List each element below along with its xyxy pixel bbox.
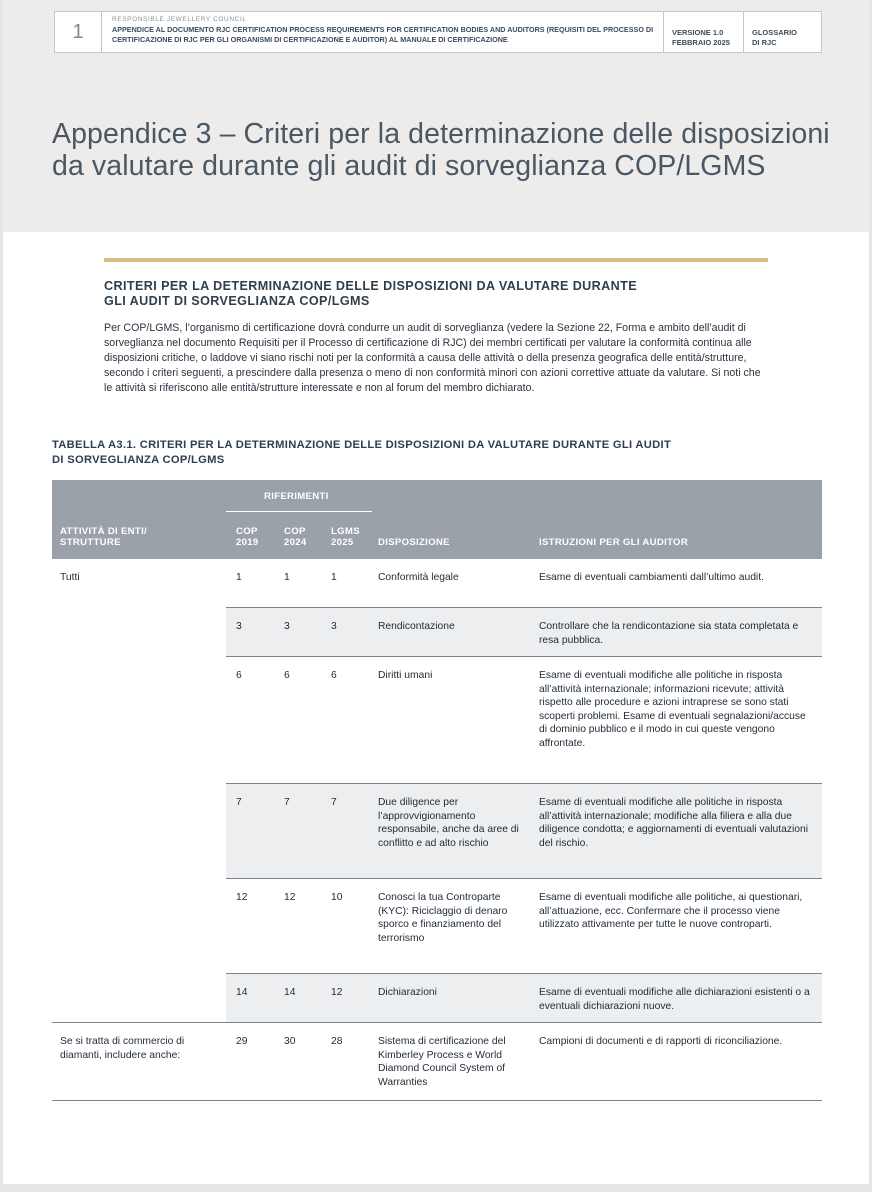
row-cop2024: 7: [284, 797, 290, 808]
running-header: [54, 11, 822, 53]
header-cop2019: COP 2019: [236, 526, 259, 548]
row-lgms2025: 10: [331, 892, 343, 903]
row-instructions: Esame di eventuali modifiche alle politiche, ai questionari, all’attuazione, ecc. Confermare che il processo viene utilizzato attivamente per tutte le nuove controparti.: [539, 892, 803, 931]
row-provision: Dichiarazioni: [378, 987, 437, 998]
row-instructions: Esame di eventuali modifiche alle politiche in risposta all’attività internazionale; informazioni ricevute; attività rispetto alle procedure e azioni intraprese se sono stati scoperti problemi. Esame di eventuali segnalazioni/accuse di dominio pubblico e il modo in cui queste vengono affrontate.: [539, 670, 806, 749]
row-lgms2025: 3: [331, 621, 337, 632]
table-row: [52, 608, 822, 657]
header-provision: DISPOSIZIONE: [378, 537, 450, 548]
row-cop2024: 3: [284, 621, 290, 632]
page-number: 1: [55, 12, 102, 52]
row-lgms2025: 12: [331, 987, 343, 998]
table-row: [52, 657, 822, 784]
row-activity: Se si tratta di commercio di diamanti, includere anche:: [60, 1036, 185, 1061]
row-instructions: Campioni di documenti e di rapporti di riconciliazione.: [539, 1036, 783, 1047]
row-instructions: Esame di eventuali modifiche alle politiche in risposta all’attività internazionale; modifiche alla filiera e alla due diligence condotta; e aggiornamenti di eventuali valutazioni del rischio.: [539, 797, 809, 849]
glossary-link[interactable]: [744, 12, 821, 52]
row-cop2024: 1: [284, 572, 290, 583]
page-title-line2: da valutare durante gli audit di sorveglianza COP/LGMS: [52, 150, 766, 182]
row-cop2019: 7: [236, 797, 242, 808]
section-heading-line1: CRITERI PER LA DETERMINAZIONE DELLE DISPOSIZIONI DA VALUTARE DURANTE: [104, 279, 638, 293]
row-lgms2025: 1: [331, 572, 337, 583]
row-cop2019: 3: [236, 621, 242, 632]
section-divider: [104, 258, 768, 262]
intro-paragraph: Per COP/LGMS, l’organismo di certificazione dovrà condurre un audit di sorveglianza (vedere la Sezione 22, Forma e ambito dell’audit di sorveglianza nel documento Requisiti per il Processo di certificazione di RJC) dei membri certificati per valutare la conformità continua alle disposizioni critiche, o laddove vi siano rischi noti per la conformità a causa delle attività o della presenza geografica delle entità/strutture, secondo i criteri seguenti, a prescindere dalla presenza o meno di non conformità minori con azioni correttive attuate da valutare. Si noti che le attività si riferiscono alle entità/strutture interessate e non al forum del membro dichiarato.: [104, 322, 761, 395]
header-instructions: ISTRUZIONI PER GLI AUDITOR: [539, 537, 689, 548]
row-cop2019: 12: [236, 892, 248, 903]
version-number: VERSIONE 1.0: [672, 28, 724, 37]
header-references: RIFERIMENTI: [264, 491, 329, 502]
row-lgms2025: 28: [331, 1036, 343, 1047]
council-name: RESPONSIBLE JEWELLERY COUNCIL: [112, 16, 247, 23]
row-cop2024: 12: [284, 892, 296, 903]
page-title-line1: Appendice 3 – Criteri per la determinazione delle disposizioni: [52, 118, 830, 150]
row-lgms2025: 6: [331, 670, 337, 681]
row-cop2024: 6: [284, 670, 290, 681]
row-cop2024: 14: [284, 987, 296, 998]
row-cop2019: 29: [236, 1036, 248, 1047]
version-info: [664, 12, 744, 52]
document-title: APPENDICE AL DOCUMENTO RJC CERTIFICATION PROCESS REQUIREMENTS FOR CERTIFICATION BODIES AND AUDITORS (REQUISITI DEL PROCESSO DI CERTIFICAZIONE DI RJC PER GLI ORGANISMI DI CERTIFICAZIONE E AUDITOR) AL MANUALE DI CERTIFICAZIONE: [112, 25, 654, 44]
row-instructions: Controllare che la rendicontazione sia stata completata e resa pubblica.: [539, 621, 799, 646]
glossary-label: GLOSSARIO: [752, 28, 798, 37]
criteria-table: [52, 480, 822, 1101]
page-title: [52, 118, 842, 182]
row-cop2019: 14: [236, 987, 248, 998]
table-caption-line2: DI SORVEGLIANZA COP/LGMS: [52, 454, 225, 466]
header-lgms2025: LGMS 2025: [331, 526, 360, 548]
row-cop2019: 6: [236, 670, 242, 681]
row-provision: Conosci la tua Controparte (KYC): Riciclaggio di denaro sporco e finanziamento del terrorismo: [378, 892, 508, 944]
section-heading-line2: GLI AUDIT DI SORVEGLIANZA COP/LGMS: [104, 294, 370, 308]
version-date: FEBBRAIO 2025: [672, 37, 730, 47]
row-provision: Due diligence per l’approvvigionamento responsabile, anche da aree di conflitto e ad alto rischio: [378, 797, 519, 849]
header-document-title: [102, 12, 664, 52]
table-row: [52, 1023, 822, 1101]
glossary-sub: DI RJC: [752, 37, 777, 47]
references-rule: [226, 511, 372, 512]
table-row: [52, 879, 822, 974]
row-cop2019: 1: [236, 572, 242, 583]
section-heading: [104, 279, 768, 309]
row-provision: Rendicontazione: [378, 621, 455, 632]
row-provision: Sistema di certificazione del Kimberley Process e World Diamond Council System of Warranties: [378, 1036, 506, 1088]
row-cop2024: 30: [284, 1036, 296, 1047]
table-header: [52, 480, 822, 559]
header-cop2024: COP 2024: [284, 526, 307, 548]
row-provision: Diritti umani: [378, 670, 433, 681]
row-provision: Conformità legale: [378, 572, 459, 583]
table-row: [52, 974, 822, 1023]
row-instructions: Esame di eventuali modifiche alle dichiarazioni esistenti o a eventuali dichiarazioni nuove.: [539, 987, 810, 1012]
table-row: [52, 559, 822, 608]
row-lgms2025: 7: [331, 797, 337, 808]
row-activity: Tutti: [60, 572, 80, 583]
row-instructions: Esame di eventuali cambiamenti dall’ultimo audit.: [539, 572, 764, 583]
table-caption: [52, 438, 822, 468]
table-caption-line1: TABELLA A3.1. CRITERI PER LA DETERMINAZIONE DELLE DISPOSIZIONI DA VALUTARE DURANTE GLI AUDIT: [52, 439, 672, 451]
table-row: [52, 784, 822, 879]
header-activity: ATTIVITÀ DI ENTI/ STRUTTURE: [60, 526, 147, 548]
